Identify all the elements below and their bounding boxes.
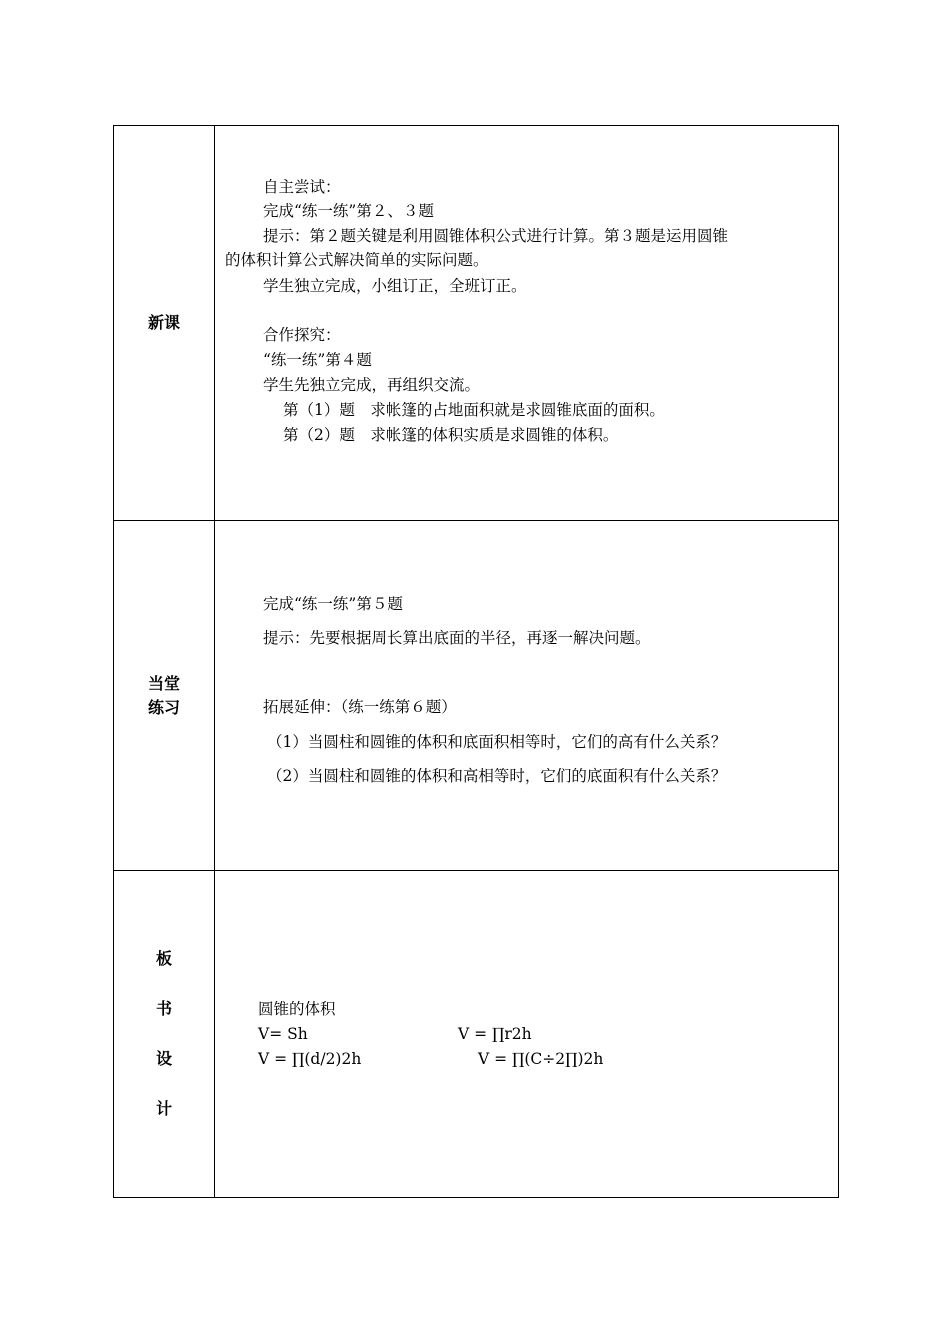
label-text: 当堂 <box>147 673 180 693</box>
formula: V= Sh <box>258 1025 308 1043</box>
board-title: 圆锥的体积 <box>258 1000 336 1018</box>
text-line: （2）当圆柱和圆锥的体积和高相等时，它们的底面积有什么关系？ <box>267 767 727 785</box>
formula: V = ∏r2h <box>458 1025 532 1043</box>
row-content-class-practice <box>215 521 839 871</box>
text-line: 学生先独立完成，再组织交流。 <box>263 376 481 394</box>
label-text: 新课 <box>147 313 180 332</box>
text-line: “练一练”第４题 <box>263 351 372 369</box>
label-char: 书 <box>155 999 172 1018</box>
text-line: 第（1）题 求帐篷的占地面积就是求圆锥底面的面积。 <box>283 401 665 419</box>
row-label-board-design <box>114 871 215 1198</box>
text-line: 提示：第２题关键是利用圆锥体积公式进行计算。第３题是运用圆锥 <box>263 227 729 245</box>
text-line: 自主尝试： <box>263 178 341 196</box>
label-char: 计 <box>155 1099 172 1118</box>
formula: V = ∏(d/2)2h <box>258 1050 362 1068</box>
text-line: 提示：先要根据周长算出底面的半径，再逐一解决问题。 <box>263 629 651 647</box>
text-line: （1）当圆柱和圆锥的体积和底面积相等时，它们的高有什么关系？ <box>267 733 727 751</box>
text-line: 完成“练一练”第２、３题 <box>263 202 434 220</box>
row-content-board-design <box>215 871 839 1198</box>
label-char: 设 <box>155 1049 172 1068</box>
text-line: 完成“练一练”第５题 <box>263 595 403 613</box>
text-line: 拓展延伸：（练一练第６题） <box>263 698 457 716</box>
text-line: 第（2）题 求帐篷的体积实质是求圆锥的体积。 <box>283 426 619 444</box>
formula: V = ∏(C÷2∏)2h <box>478 1050 604 1068</box>
row-board-design <box>114 871 839 1198</box>
label-char: 板 <box>155 949 172 968</box>
text-line: 合作探究： <box>263 326 341 344</box>
row-content-new-lesson <box>215 126 839 521</box>
text-line: 学生独立完成，小组订正，全班订正。 <box>263 277 527 295</box>
label-text: 练习 <box>147 697 180 717</box>
row-label-class-practice <box>114 521 215 871</box>
lesson-plan-table <box>113 125 839 1198</box>
row-new-lesson <box>114 126 839 521</box>
row-class-practice <box>114 521 839 871</box>
row-label-new-lesson <box>114 126 215 521</box>
text-line: 的体积计算公式解决简单的实际问题。 <box>225 251 489 269</box>
